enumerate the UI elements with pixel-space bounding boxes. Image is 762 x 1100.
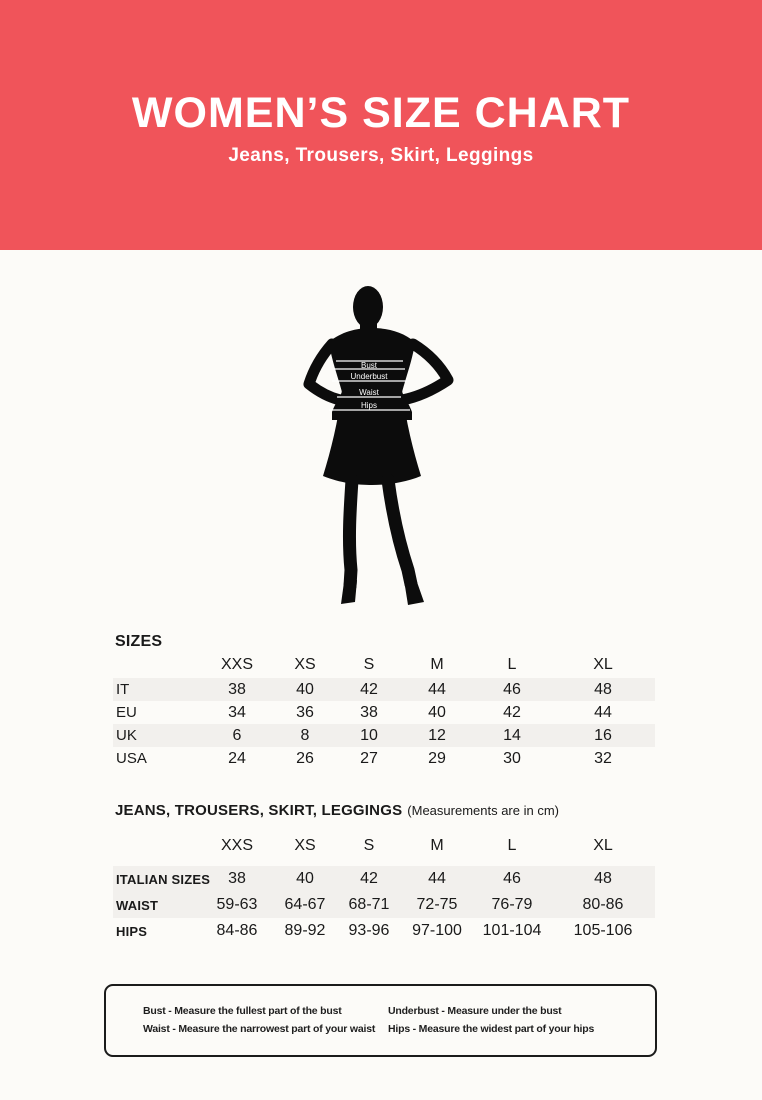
size-column-header: S [363,656,375,673]
size-value-cell: 36 [296,703,314,721]
size-value-cell: 46 [503,870,521,887]
measurement-legend-box [104,984,657,1057]
sizes-table-header-row [113,652,655,678]
size-column-header: XXS [220,837,253,854]
corner-cell [113,826,201,866]
measurements-table [113,826,655,944]
legend-item: Waist - Measure the narrowest part of your waist [143,1023,376,1035]
page-title: WOMEN’S SIZE CHART [131,89,631,137]
row-label: USA [116,750,147,767]
sizes-conversion-table [113,652,655,770]
size-value-cell: 32 [594,749,612,767]
table-row [113,701,655,724]
size-column-header: XXS [220,656,253,673]
size-value-cell: 40 [296,680,314,698]
figure-label-hips: Hips [360,401,378,410]
size-value-cell: 80-86 [582,896,624,913]
size-value-cell: 40 [296,870,314,887]
size-value-cell: 101-104 [482,922,542,939]
size-value-cell: 44 [428,680,446,698]
table-row [113,747,655,770]
legend-item: Hips - Measure the widest part of your hips [388,1023,595,1035]
size-value-cell: 24 [228,749,246,767]
size-value-cell: 12 [428,726,446,744]
size-value-cell: 42 [503,703,521,721]
size-value-cell: 34 [228,703,246,721]
woman-silhouette-figure [296,278,466,608]
size-value-cell: 46 [503,680,521,698]
size-value-cell: 6 [232,726,242,744]
size-value-cell: 38 [228,870,246,887]
row-label: IT [116,681,130,698]
size-value-cell: 105-106 [573,922,633,939]
page-subtitle: Jeans, Trousers, Skirt, Leggings [228,145,534,167]
legend-column-right [388,1002,594,1055]
size-value-cell: 10 [360,726,378,744]
measurements-heading [115,802,655,820]
size-column-header: L [507,656,517,673]
size-value-cell: 48 [594,680,612,698]
size-value-cell: 76-79 [491,896,533,913]
figure-label-bust: Bust [360,361,378,370]
size-value-cell: 72-75 [416,896,458,913]
row-label: EU [116,704,137,721]
size-value-cell: 14 [503,726,521,744]
size-value-cell: 84-86 [216,922,258,939]
tables-area [113,634,655,944]
size-value-cell: 44 [594,703,612,721]
size-value-cell: 97-100 [412,922,462,939]
size-value-cell: 29 [428,749,446,767]
size-column-header: XL [593,837,613,854]
size-value-cell: 93-96 [348,922,390,939]
size-value-cell: 16 [594,726,612,744]
size-value-cell: 40 [428,703,446,721]
table-row [113,678,655,701]
size-value-cell: 64-67 [284,896,326,913]
legend-column-left [143,1002,388,1055]
size-value-cell: 89-92 [284,922,326,939]
size-value-cell: 48 [594,870,612,887]
measurements-heading-text: JEANS, TROUSERS, SKIRT, LEGGINGS [115,802,403,819]
size-value-cell: 26 [296,749,314,767]
figure-label-underbust: Underbust [350,372,388,381]
size-value-cell: 44 [428,870,446,887]
measurements-unit-note: (Measurements are in cm) [407,803,559,818]
size-value-cell: 8 [300,726,310,744]
table-row [113,918,655,944]
size-value-cell: 38 [228,680,246,698]
size-value-cell: 38 [360,703,378,721]
table-row [113,892,655,918]
figure-label-waist: Waist [359,388,379,397]
size-column-header: XL [593,656,613,673]
size-value-cell: 68-71 [348,896,390,913]
size-value-cell: 42 [360,870,378,887]
sizes-heading: SIZES [115,633,163,650]
corner-cell [113,652,201,678]
table-row [113,724,655,747]
size-value-cell: 30 [503,749,521,767]
size-column-header: XS [294,656,316,673]
size-column-header: M [430,656,444,673]
row-label: ITALIAN SIZES [116,871,211,887]
measurements-table-header-row [113,826,655,866]
row-label: UK [116,727,137,744]
size-column-header: XS [294,837,316,854]
size-value-cell: 59-63 [216,896,258,913]
legend-item: Underbust - Measure under the bust [388,1005,562,1017]
size-column-header: M [430,837,444,854]
legend-item: Bust - Measure the fullest part of the bust [143,1005,342,1017]
size-value-cell: 42 [360,680,378,698]
size-value-cell: 27 [360,749,378,767]
row-label: WAIST [116,897,159,913]
size-column-header: S [363,837,375,854]
size-column-header: L [507,837,517,854]
figure-area [0,278,762,608]
row-label: HIPS [116,923,148,939]
header-banner [0,0,762,250]
table-row [113,866,655,892]
